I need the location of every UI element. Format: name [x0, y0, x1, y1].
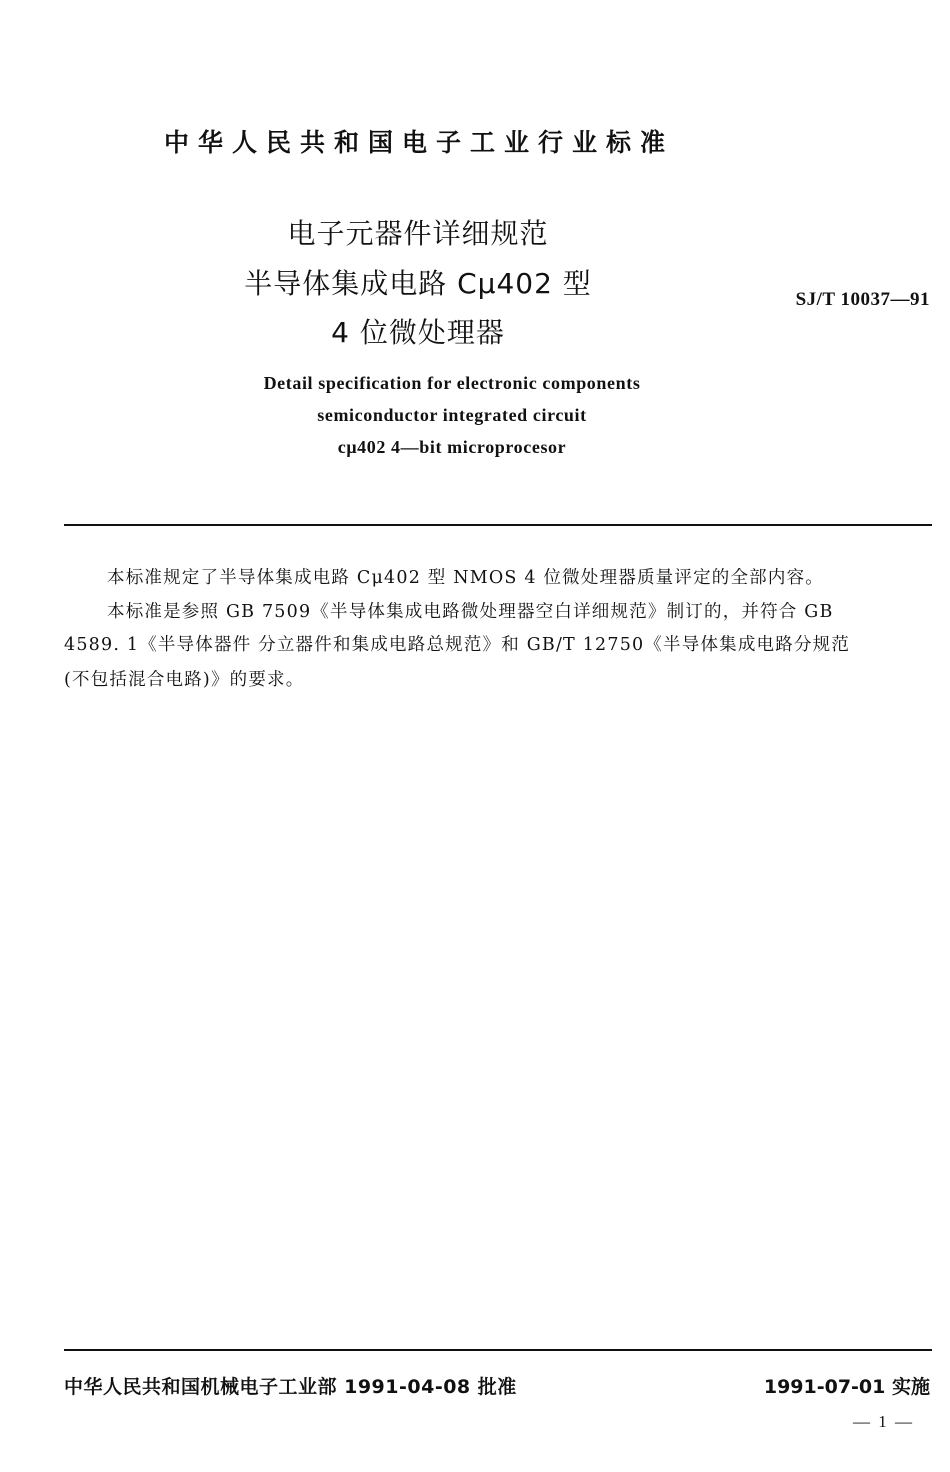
reference-paragraph-line-1: 本标准是参照 GB 7509《半导体集成电路微处理器空白详细规范》制订的，并符合 GB — [107, 602, 834, 622]
title-cn-line-3: 4 位微处理器 — [331, 316, 505, 349]
title-en-line-1: Detail specification for electronic components — [263, 373, 641, 393]
industry-standard-header: 中华人民共和国电子工业行业标准 — [163, 128, 674, 157]
title-cn-line-2: 半导体集成电路 Cμ402 型 — [244, 267, 592, 300]
title-en-line-3: cμ402 4—bit microprocesor — [337, 437, 567, 457]
bottom-divider — [64, 1349, 932, 1351]
reference-paragraph-line-3: (不包括混合电路)》的要求。 — [64, 670, 305, 690]
reference-paragraph-line-2: 4589. 1《半导体器件 分立器件和集成电路总规范》和 GB/T 12750《半导体集成电路分规范 — [64, 635, 851, 655]
title-cn-line-1: 电子元器件详细规范 — [287, 217, 549, 250]
page-number: — 1 — — [853, 1412, 914, 1431]
top-divider — [64, 524, 932, 526]
approval-statement: 中华人民共和国机械电子工业部 1991-04-08 批准 — [64, 1376, 517, 1398]
effective-date: 1991-07-01 实施 — [763, 1376, 930, 1398]
standard-code: SJ/T 10037—91 — [795, 289, 930, 310]
title-en-line-2: semiconductor integrated circuit — [317, 405, 587, 425]
scope-paragraph: 本标准规定了半导体集成电路 Cμ402 型 NMOS 4 位微处理器质量评定的全部内容。 — [107, 568, 824, 588]
